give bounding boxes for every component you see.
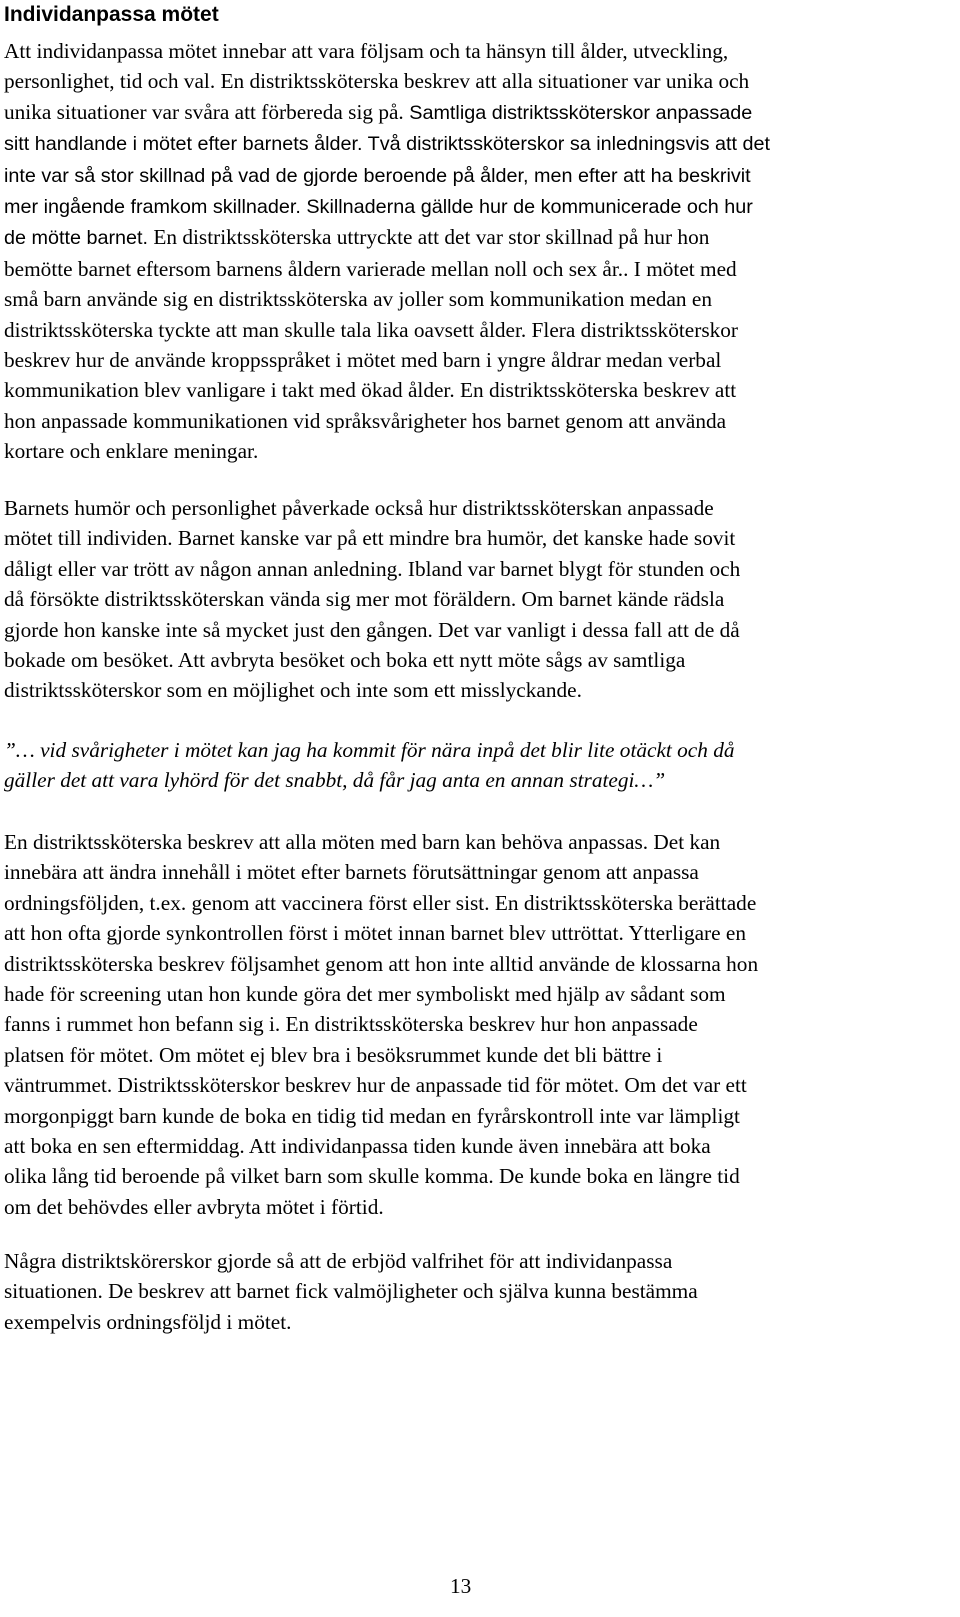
text-line — [4, 66, 932, 96]
text-line: bokade om besöket. Att avbryta besöket och boka ett nytt möte sågs av samtliga — [4, 648, 686, 673]
text-line — [4, 160, 932, 191]
text-segment: unika situationer var svåra att förbereda sig på. — [4, 99, 404, 124]
text-line: ordningsföljden, t.ex. genom att vaccinera först eller sist. En distriktssköterska berättade — [4, 890, 757, 915]
paragraph-4 — [4, 1246, 932, 1337]
text-segment: de mötte barnet. — [4, 227, 149, 250]
text-line — [4, 436, 932, 466]
paragraph-2 — [4, 493, 932, 706]
text-segment: distriktssköterska tyckte att man skulle tala lika oavsett ålder. Flera distriktssköterskor — [4, 317, 738, 342]
text-segment: små barn använde sig en distriktssköterska av joller som kommunikation medan en — [4, 287, 712, 312]
text-line: om det behövdes eller avbryta mötet i förtid. — [4, 1194, 384, 1219]
text-segment: mer ingående framkom skillnader. — [4, 196, 301, 219]
document-page — [4, 0, 932, 1334]
interview-quote — [4, 735, 932, 796]
text-line: då försökte distriktssköterskan vända sig mer mot föräldern. Om barnet kände rädsla — [4, 587, 725, 612]
text-line: att hon ofta gjorde synkontrollen först i mötet innan barnet blev uttröttat. Ytterligare en — [4, 921, 747, 946]
text-line — [4, 284, 932, 314]
paragraph-1 — [4, 36, 932, 467]
text-segment: inte var så stor skillnad på vad de gjorde beroende på ålder, men efter att ha beskrivit — [4, 164, 751, 187]
text-segment: sitt handlande i mötet efter barnets ålder. — [4, 133, 363, 156]
text-segment: personlighet, tid och val. En distriktssköterska beskrev att alla situationer var unika och — [4, 69, 750, 94]
text-segment: bemötte barnet eftersom barnens åldern varierade mellan noll och sex år.. I mötet med — [4, 256, 737, 281]
text-segment: En distriktssköterska uttryckte att det var stor skillnad på hur hon — [148, 225, 710, 250]
text-line: Några distriktskörerskor gjorde så att de erbjöd valfrihet för att individanpassa — [4, 1249, 673, 1273]
text-line: gjorde hon kanske inte så mycket just den gången. Det var vanligt i dessa fall att de då — [4, 617, 740, 642]
text-line: exempelvis ordningsföljd i mötet. — [4, 1309, 292, 1334]
text-line — [4, 345, 932, 375]
text-segment: Två distriktssköterskor sa inledningsvis att det — [362, 133, 770, 156]
text-line: platsen för mötet. Om mötet ej blev bra i besöksrummet kunde det bli bättre i — [4, 1042, 663, 1067]
text-line: väntrummet. Distriktssköterskor beskrev hur de anpassade tid för mötet. Om det var ett — [4, 1073, 747, 1098]
text-line: hade för screening utan hon kunde göra det mer symboliskt med hjälp av sådant som — [4, 982, 726, 1007]
text-line — [4, 254, 932, 284]
text-line: Barnets humör och personlighet påverkade också hur distriktssköterskan anpassade — [4, 496, 714, 520]
text-segment: kommunikation blev vanligare i takt med ökad ålder. En distriktssköterska beskrev att — [4, 378, 737, 403]
text-line: En distriktssköterska beskrev att alla möten med barn kan behöva anpassas. Det kan — [4, 830, 721, 854]
section-heading: Individanpassa mötet — [4, 3, 219, 26]
text-line: distriktssköterskor som en möjlighet och inte som ett misslyckande. — [4, 678, 582, 703]
text-segment: Skillnaderna gällde hur de kommunicerade och hur — [300, 196, 753, 219]
text-line — [4, 36, 932, 66]
text-line: fanns i rummet hon befann sig i. En distriktssköterska beskrev hur hon anpassade — [4, 1012, 698, 1037]
text-segment: hon anpassade kommunikationen vid språksvårigheter hos barnet genom att använda — [4, 408, 727, 433]
paragraph-3 — [4, 827, 934, 1222]
text-line — [4, 191, 932, 222]
text-line: gäller det att vara lyhörd för det snabbt, då får jag anta en annan strategi…” — [4, 768, 666, 793]
text-line: distriktssköterska beskrev följsamhet genom att hon inte alltid använde de klossarna hon — [4, 951, 759, 976]
text-line — [4, 97, 932, 128]
text-line: innebära att ändra innehåll i mötet efter barnets förutsättningar genom att anpassa — [4, 860, 699, 885]
text-line — [4, 128, 932, 159]
text-line: dåligt eller var trött av någon annan anledning. Ibland var barnet blygt för stunden och — [4, 556, 741, 581]
text-line: olika lång tid beroende på vilket barn som skulle komma. De kunde boka en längre tid — [4, 1164, 740, 1189]
text-line: situationen. De beskrev att barnet fick valmöjligheter och själva kunna bestämma — [4, 1279, 698, 1304]
text-segment: beskrev hur de använde kroppsspråket i mötet med barn i yngre åldrar medan verbal — [4, 348, 722, 373]
text-line: mötet till individen. Barnet kanske var på ett mindre bra humör, det kanske hade sovit — [4, 526, 736, 551]
text-line: att boka en sen eftermiddag. Att individanpassa tiden kunde även innebära att boka — [4, 1134, 711, 1159]
text-segment: kortare och enklare meningar. — [4, 439, 259, 464]
text-line: morgonpiggt barn kunde de boka en tidig tid medan en fyrårskontroll inte var lämpligt — [4, 1103, 740, 1128]
page-number: 13 — [450, 1574, 472, 1598]
text-line — [4, 222, 932, 253]
text-line: ”… vid svårigheter i mötet kan jag ha kommit för nära inpå det blir lite otäckt och då — [4, 738, 735, 762]
text-segment: Samtliga distriktssköterskor anpassade — [403, 101, 753, 124]
text-line — [4, 406, 932, 436]
text-segment: Att individanpassa mötet innebar att vara följsam och ta hänsyn till ålder, utveckling, — [4, 39, 729, 63]
text-line — [4, 315, 932, 345]
text-line — [4, 375, 932, 405]
